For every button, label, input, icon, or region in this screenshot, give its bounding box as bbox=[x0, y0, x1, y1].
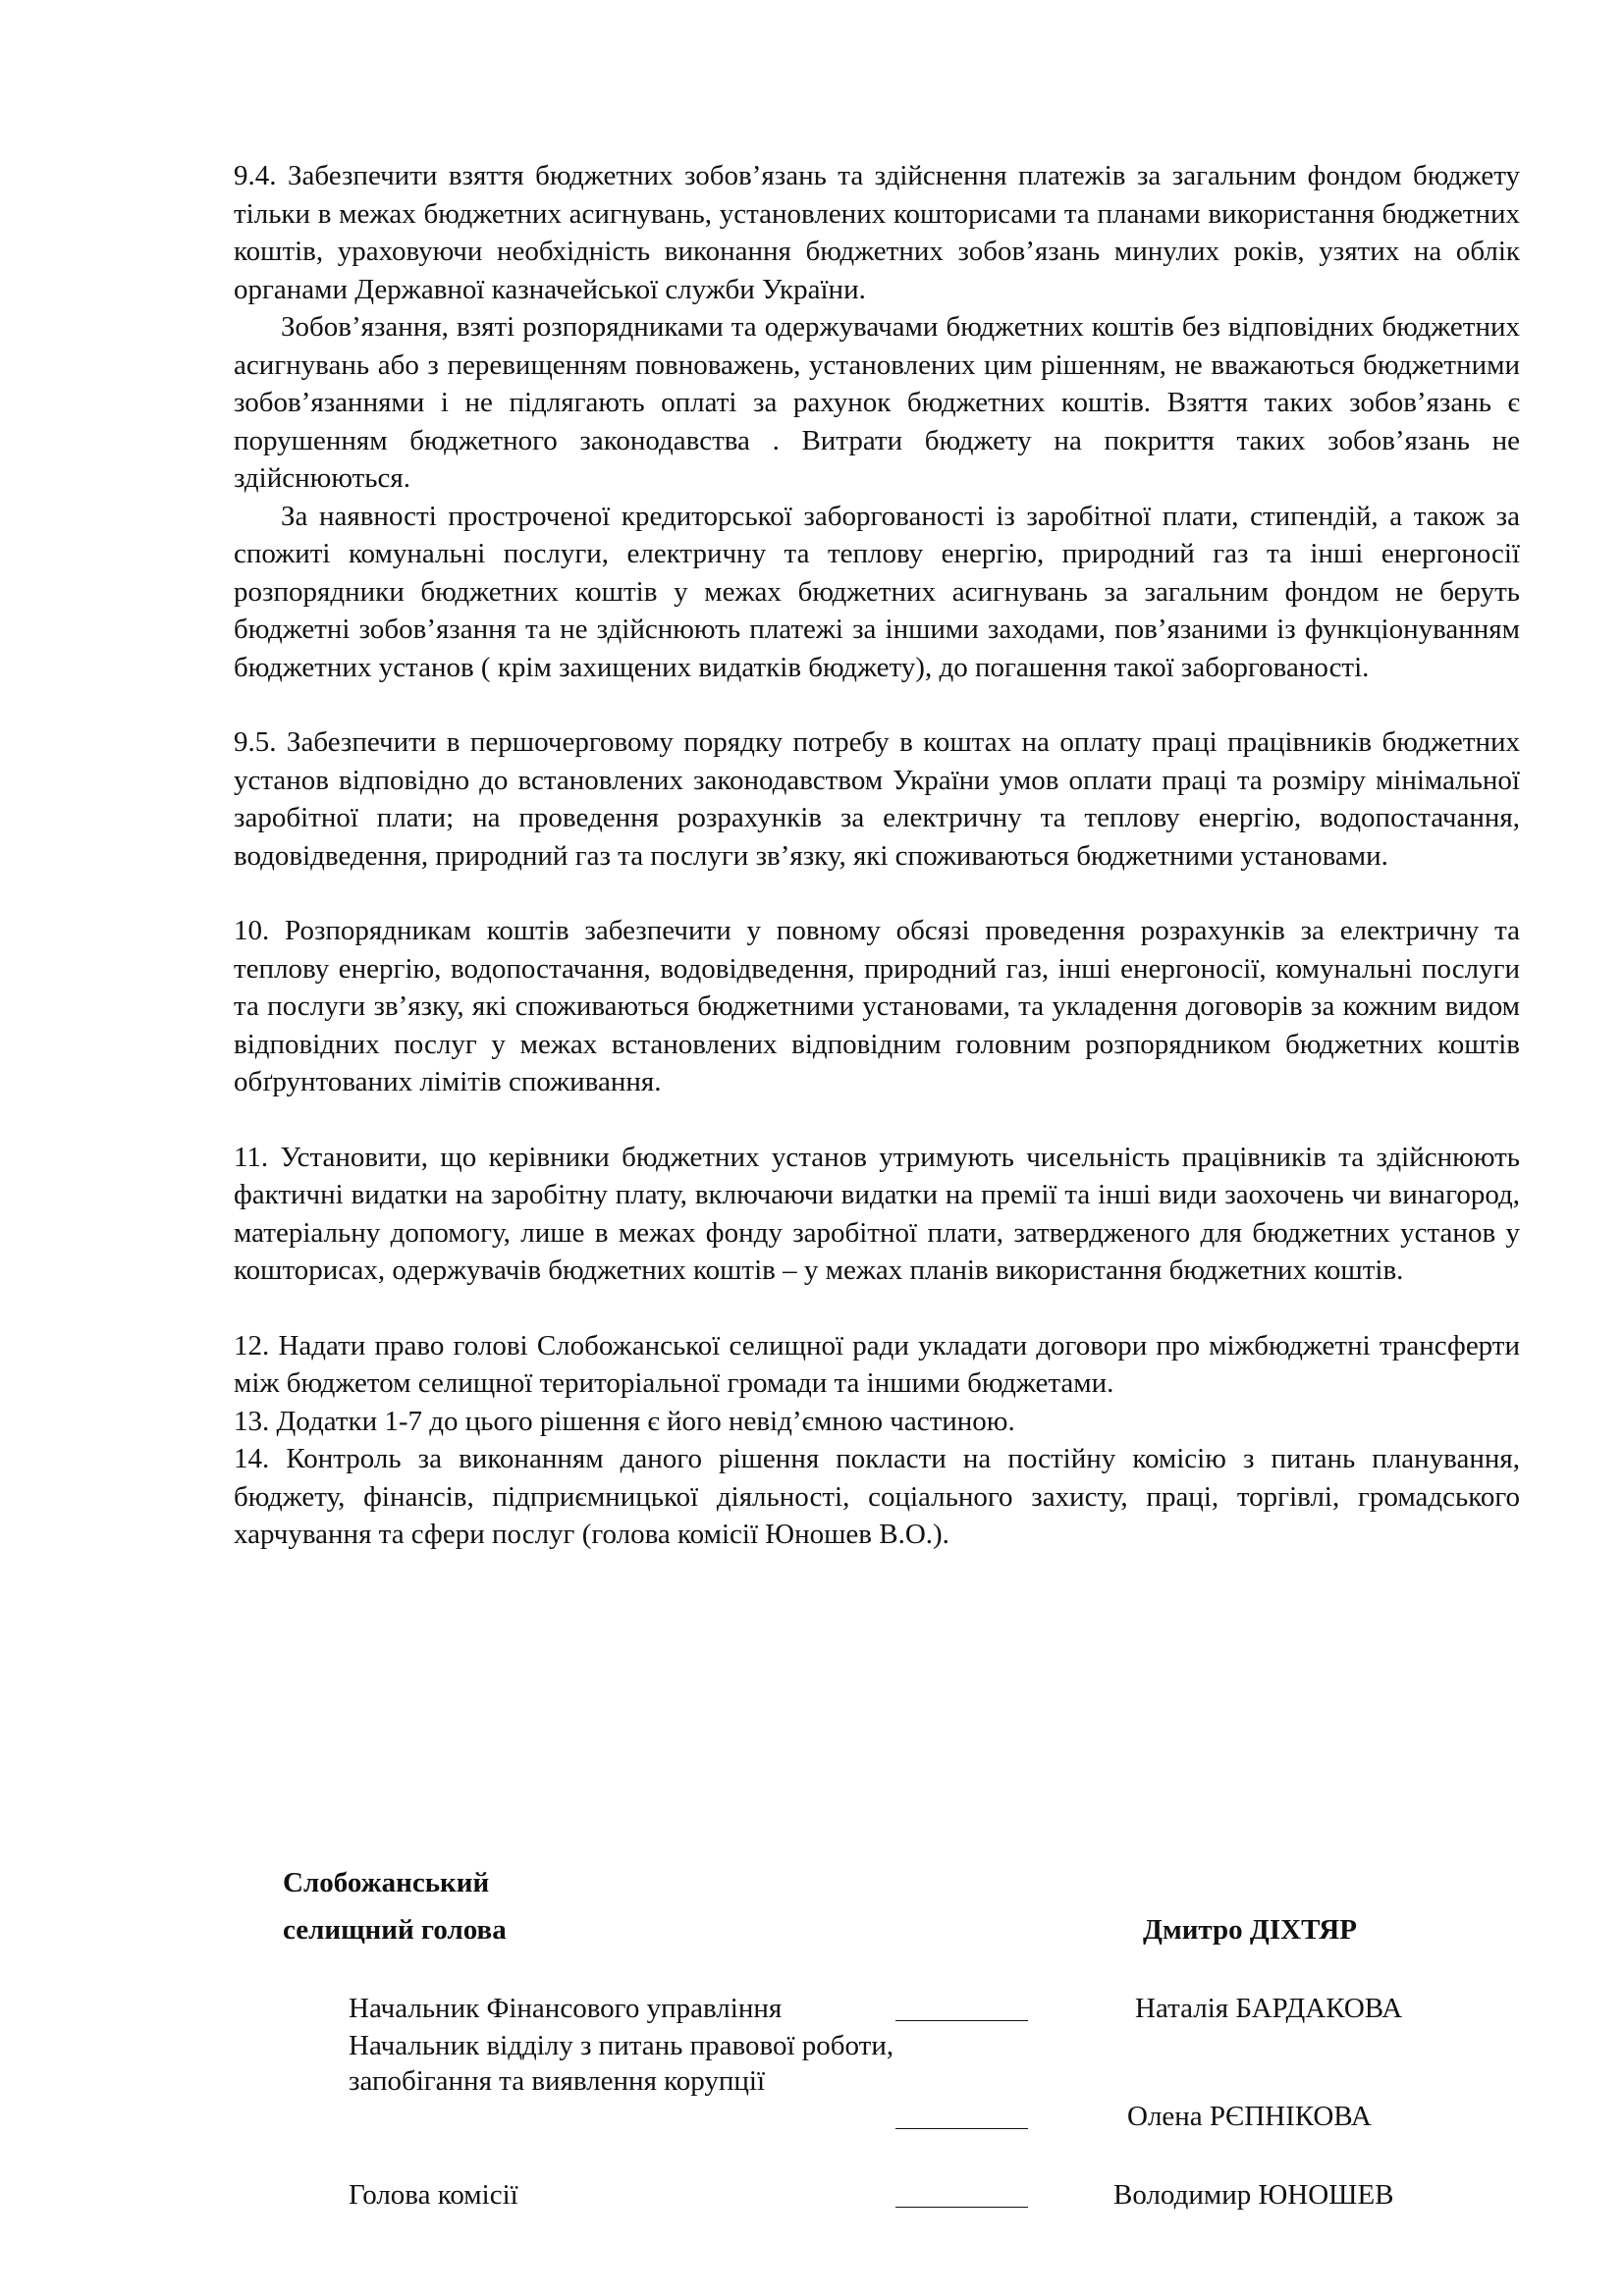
approval-role: Начальник Фінансового управління bbox=[349, 1993, 783, 2024]
signature-line bbox=[895, 2020, 1028, 2021]
document-body bbox=[234, 157, 1520, 1554]
approval-row bbox=[0, 1991, 1624, 2030]
approval-role: Начальник відділу з питань правової роботи, запобігання та виявлення корупції bbox=[349, 2030, 894, 2097]
signature-head-name: Дмитро ДІХТЯР bbox=[1143, 1914, 1357, 1946]
signature-title-line2: селищний голова bbox=[283, 1914, 507, 1946]
approval-name: Олена РЄПНІКОВА bbox=[1127, 2101, 1372, 2132]
signature-line bbox=[895, 2207, 1028, 2208]
paragraph-arrears: За наявності простроченої кредиторської заборгованості із заробітної плати, стипендій, а також за спожиті комунальні послуги, електричну та теплову енергію, природний газ та інші енергоносії розпорядники бюджетних коштів у межах бюджетних асигнувань за загальним фондом не беруть бюджетні зобов’язання та не здійснюють платежі за іншими заходами, пов’язаними із функціонуванням бюджетних установ ( крім захищених видатків бюджету), до погашення такої заборгованості. bbox=[234, 500, 1520, 683]
approval-row bbox=[0, 2028, 1624, 2146]
approval-name: Володимир ЮНОШЕВ bbox=[1113, 2179, 1394, 2211]
paragraph-11: 11. Установити, що керівники бюджетних установ утримують чисельність працівників та здійснюють фактичні видатки на заробітну плату, включаючи видатки на премії та інші види заохочень чи винагород, матеріальну допомогу, лише в межах фонду заробітної плати, затвердженого для бюджетних установ у кошторисах, одержувачів бюджетних коштів – у межах планів використання бюджетних коштів. bbox=[234, 1141, 1520, 1286]
approval-role: Голова комісії bbox=[349, 2179, 518, 2211]
paragraph-13: 13. Додатки 1-7 до цього рішення є його невід’ємною частиною. bbox=[234, 1405, 1015, 1437]
approval-row bbox=[0, 2177, 1624, 2216]
paragraph-12: 12. Надати право голові Слобожанської селищної ради укладати договори про міжбюджетні трансферти між бюджетом селищної територіальної громади та іншими бюджетами. bbox=[234, 1329, 1520, 1399]
paragraph-9-4: 9.4. Забезпечити взяття бюджетних зобов’язань та здійснення платежів за загальним фондом бюджету тільки в межах бюджетних асигнувань, установлених кошторисами та планами використання бюджетних коштів, ураховуючи необхідність виконання бюджетних зобов’язань минулих років, узятих на облік органами Державної казначейської служби України. bbox=[234, 160, 1520, 305]
paragraph-obligations: Зобов’язання, взяті розпорядниками та одержувачами бюджетних коштів без відповідних бюджетних асигнувань або з перевищенням повноважень, установлених цим рішенням, не вважаються бюджетними зобов’язаннями і не підлягають оплаті за рахунок бюджетних коштів. Взяття таких зобов’язань є порушенням бюджетного законодавства . Витрати бюджету на покриття таких зобов’язань не здійснюються. bbox=[234, 311, 1520, 494]
signature-title-line1: Слобожанський bbox=[283, 1867, 490, 1898]
paragraph-9-5: 9.5. Забезпечити в першочерговому порядку потребу в коштах на оплату праці працівників бюджетних установ відповідно до встановлених законодавством України умов оплати праці та розміру мінімальної заробітної плати; на проведення розрахунків за електричну та теплову енергію, водопостачання, водовідведення, природний газ та послуги зв’язку, які споживаються бюджетними установами. bbox=[234, 726, 1520, 872]
paragraph-10: 10. Розпорядникам коштів забезпечити у повному обсязі проведення розрахунків за електричну та теплову енергію, водопостачання, водовідведення, природний газ, інші енергоносії, комунальні послуги та послуги зв’язку, які споживаються бюджетними установами, та укладення договорів за кожним видом відповідних послуг у межах встановлених відповідним головним розпорядником бюджетних коштів обґрунтованих лімітів споживання. bbox=[234, 915, 1520, 1097]
paragraph-14: 14. Контроль за виконанням даного рішення покласти на постійну комісію з питань планування, бюджету, фінансів, підприємницької діяльності, соціального захисту, праці, торгівлі, громадського харчування та сфери послуг (голова комісії Юношев В.О.). bbox=[234, 1443, 1520, 1550]
signature-line bbox=[895, 2128, 1028, 2129]
approval-name: Наталія БАРДАКОВА bbox=[1135, 1993, 1403, 2024]
